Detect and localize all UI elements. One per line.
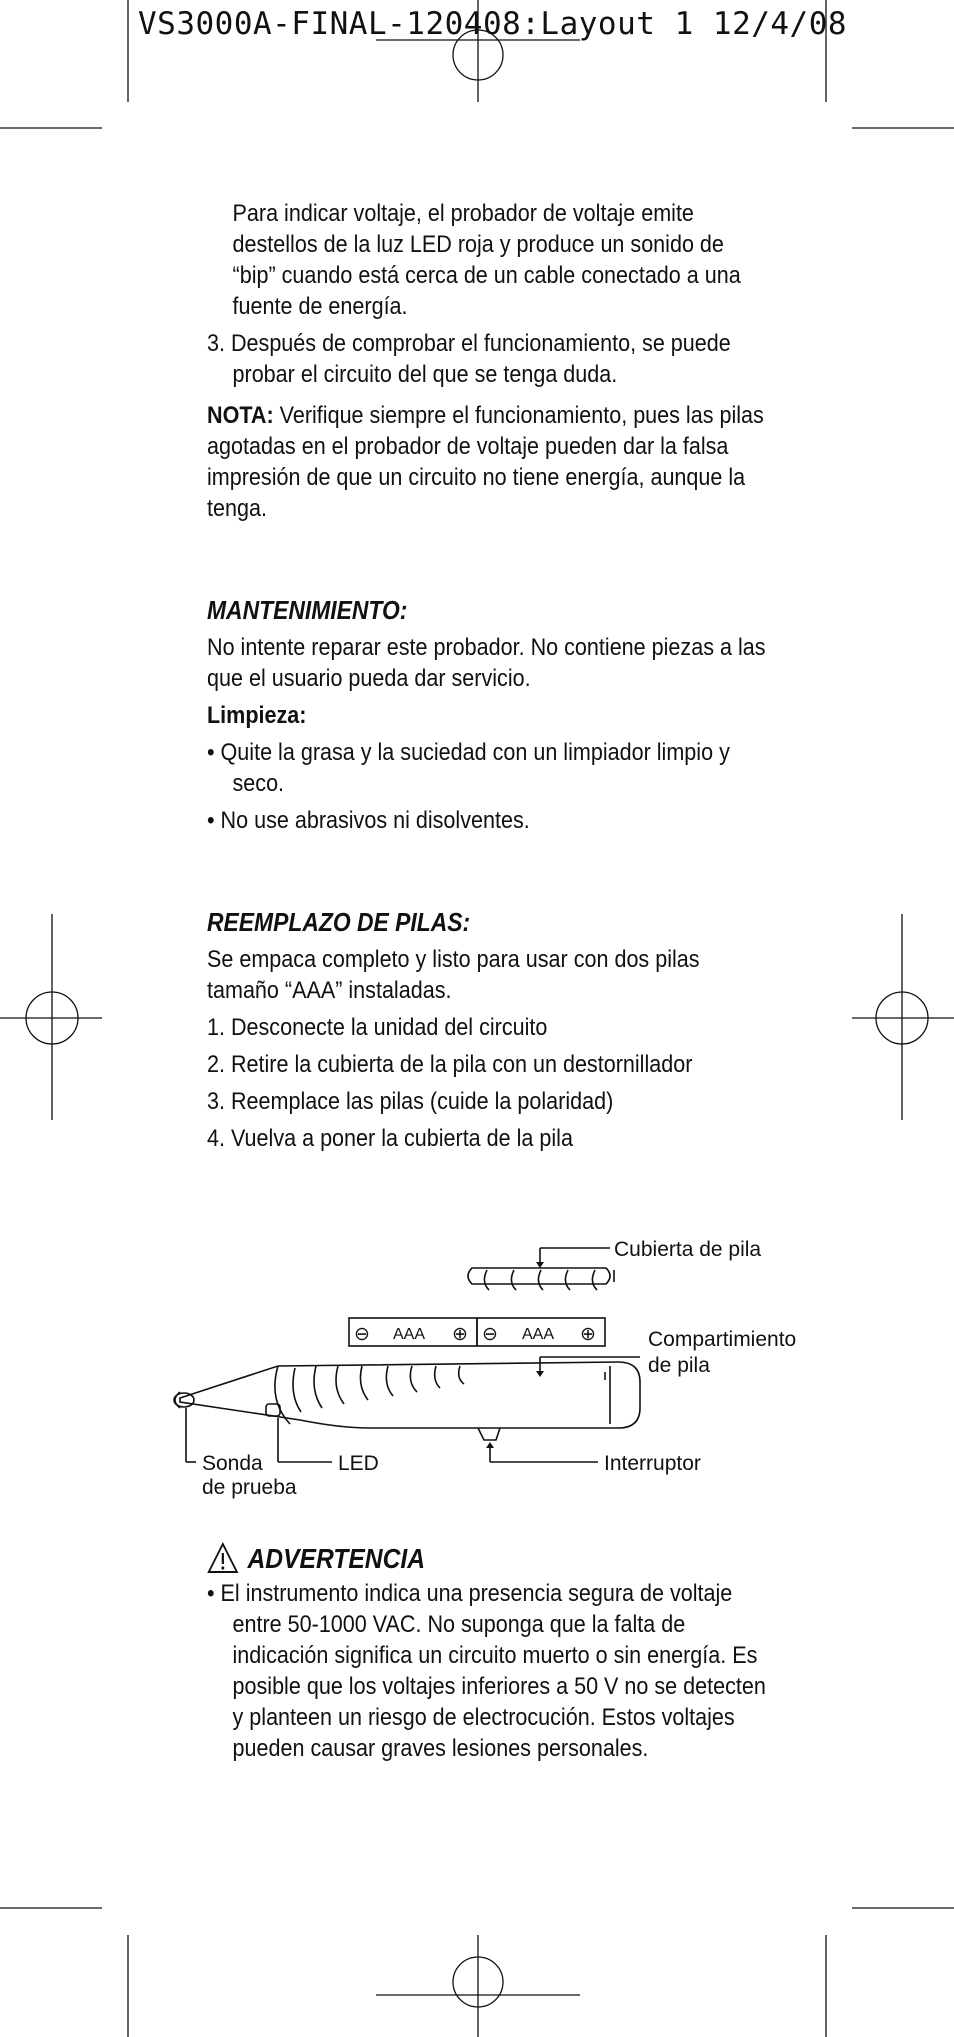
switch-label: Interruptor bbox=[604, 1452, 701, 1475]
warning-heading bbox=[207, 1542, 770, 1574]
maintenance-text: No intente reparar este probador. No contiene piezas a las que el usuario pueda dar servicio. bbox=[207, 634, 766, 692]
compartment-label-line-1: Compartimiento bbox=[648, 1328, 797, 1351]
battery-1-plus: ⊕ bbox=[452, 1324, 468, 1345]
compartment-label-line-2: de pila bbox=[648, 1354, 710, 1377]
note-label: NOTA: bbox=[207, 402, 274, 429]
battery-1-label: AAA bbox=[393, 1326, 426, 1343]
battery-step-4: 4. Vuelva a poner la cubierta de la pila bbox=[207, 1125, 573, 1152]
step-3-number: 3. bbox=[207, 330, 225, 357]
cleaning-label: Limpieza: bbox=[207, 702, 307, 729]
battery-2-label: AAA bbox=[522, 1326, 555, 1343]
warning-section bbox=[207, 1542, 770, 1764]
warning-triangle-icon bbox=[207, 1542, 239, 1574]
battery-step-2: 2. Retire la cubierta de la pila con un destornillador bbox=[207, 1051, 693, 1078]
file-slug: VS3000A-FINAL-120408:Layout 1 12/4/08 bbox=[138, 6, 848, 42]
step-3-text: Después de comprobar el funcionamiento, se puede probar el circuito del que se tenga duda. bbox=[230, 330, 731, 388]
battery-cover-drawing bbox=[468, 1268, 614, 1290]
battery-step-1: 1. Desconecte la unidad del circuito bbox=[207, 1014, 548, 1041]
intro-paragraph: Para indicar voltaje, el probador de voltaje emite destellos de la luz LED roja y produce un sonido de “bip” cuando está cerca de un cable conectado a una fuente de energía. bbox=[232, 200, 741, 320]
probe-label-line-1: Sonda bbox=[202, 1452, 263, 1475]
cover-label: Cubierta de pila bbox=[614, 1238, 762, 1261]
battery-heading: REEMPLAZO DE PILAS: bbox=[207, 907, 471, 937]
battery-step-3: 3. Reemplace las pilas (cuide la polaridad) bbox=[207, 1088, 614, 1115]
maintenance-heading: MANTENIMIENTO: bbox=[207, 595, 408, 625]
battery-1-minus: ⊖ bbox=[354, 1324, 370, 1345]
warning-bullet: • El instrumento indica una presencia segura de voltaje entre 50-1000 VAC. No suponga que la falta de indicación significa un circuito muerto o sin energía. Es posible que los voltajes inferiores a 50 V no se detecten y planteen un riesgo de electrocución. Estos voltajes pueden causar graves lesiones personales. bbox=[207, 1580, 766, 1762]
cleaning-bullet-2: • No use abrasivos ni disolventes. bbox=[207, 807, 530, 834]
battery-2-minus: ⊖ bbox=[482, 1324, 498, 1345]
note-text: Verifique siempre el funcionamiento, pues las pilas agotadas en el probador de voltaje pueden dar la falsa impresión de que un circuito no tiene energía, aunque la tenga. bbox=[207, 402, 764, 522]
battery-intro: Se empaca completo y listo para usar con dos pilas tamaño “AAA” instaladas. bbox=[207, 946, 700, 1004]
tester-body-drawing bbox=[174, 1362, 640, 1440]
warning-title: ADVERTENCIA bbox=[247, 1542, 426, 1574]
battery-2-plus: ⊕ bbox=[580, 1324, 596, 1345]
cleaning-bullet-1: • Quite la grasa y la suciedad con un limpiador limpio y seco. bbox=[207, 739, 730, 797]
led-label: LED bbox=[338, 1452, 379, 1475]
probe-label-line-2: de prueba bbox=[202, 1476, 297, 1499]
